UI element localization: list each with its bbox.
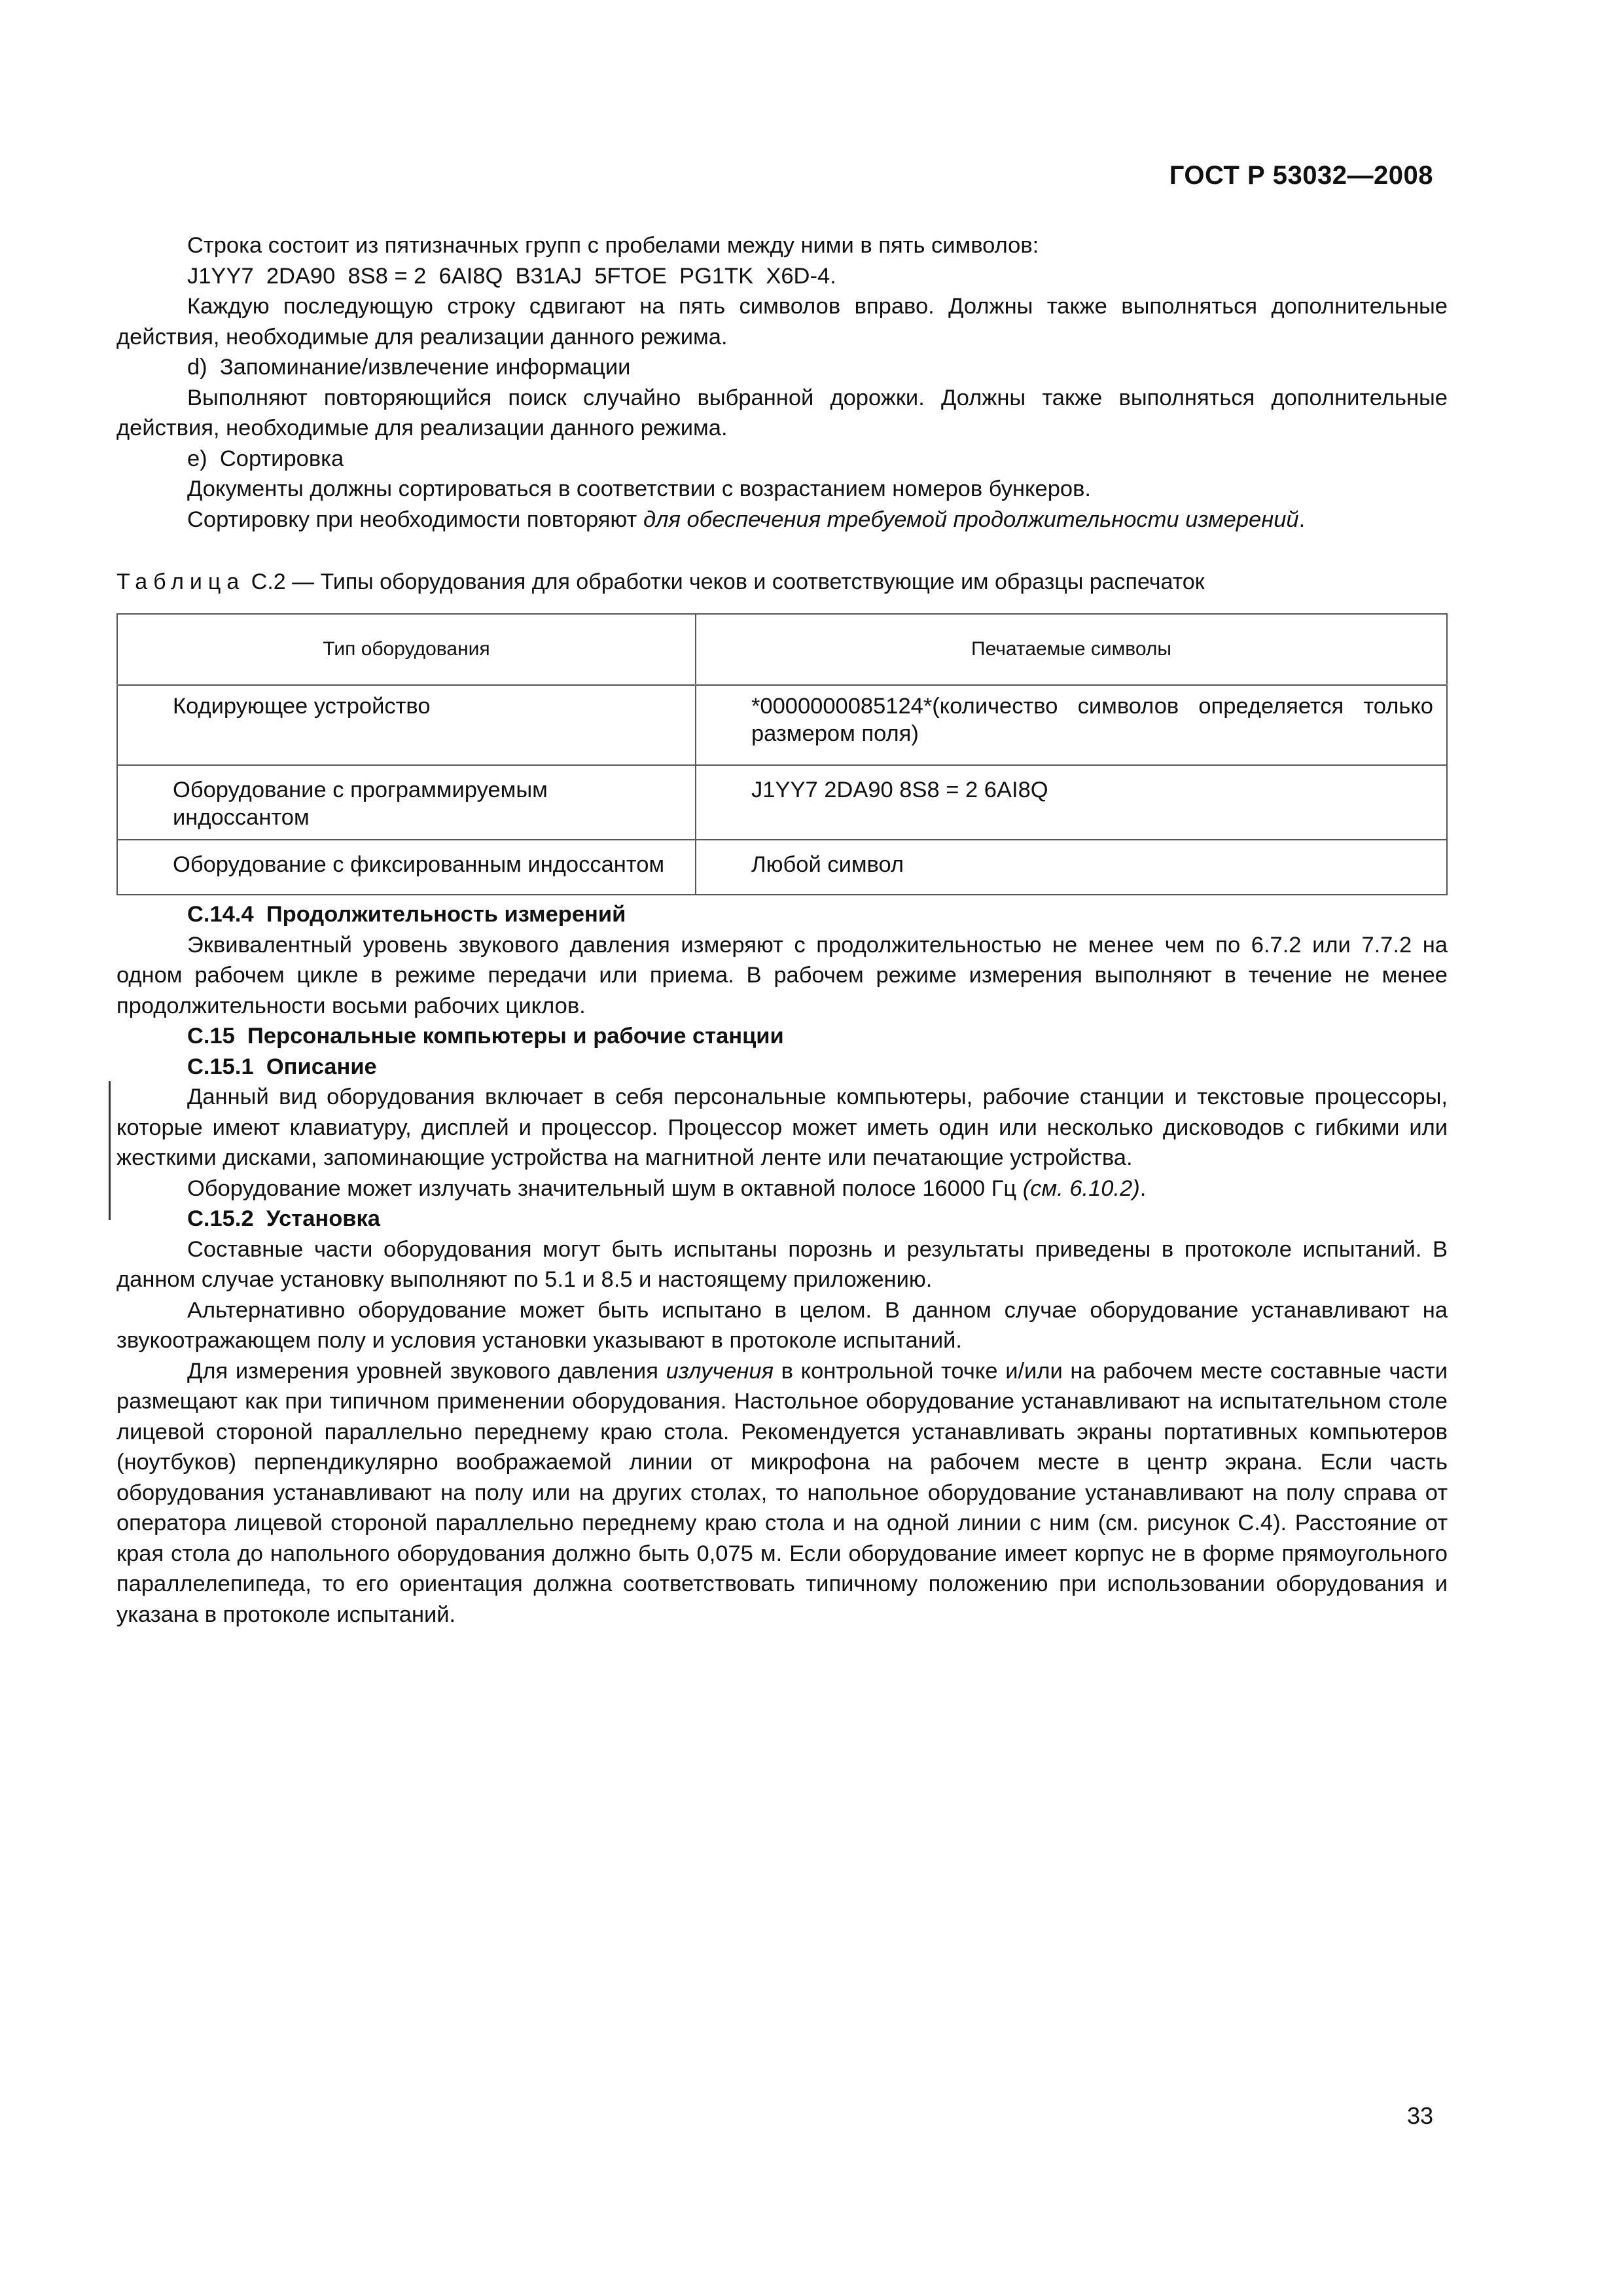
- section-heading: С.14.4 Продолжительность измерений: [187, 902, 626, 927]
- column-header: Тип оборудования: [117, 614, 696, 685]
- paragraph: [116, 505, 1448, 535]
- paragraph: Документы должны сортироваться в соответствии с возрастанием номеров бункеров.: [187, 476, 1091, 501]
- table-header-row: [117, 614, 1447, 685]
- list-item-e: e) Сортировка: [187, 446, 344, 471]
- table-caption: [116, 567, 1448, 597]
- change-bar: [109, 1081, 111, 1220]
- equipment-table: [116, 613, 1448, 895]
- section-heading: С.15.1 Описание: [187, 1054, 377, 1079]
- paragraph: Составные части оборудования могут быть испытаны порознь и результаты приведены в протоколе испытаний. В данном случае установку выполняют по 5.1 и 8.5 и настоящему приложению.: [116, 1236, 1448, 1292]
- table-cell: Оборудование с фиксированным индоссантом: [117, 840, 696, 895]
- section-heading: С.15.2 Установка: [187, 1206, 380, 1231]
- code-line: J1YY7 2DA90 8S8 = 2 6AI8Q B31AJ 5FTOE PG1TK X6D-4.: [187, 263, 836, 289]
- paragraph: [116, 1174, 1448, 1204]
- text-run: Оборудование может излучать значительный шум в октавной полосе 16000 Гц: [187, 1175, 1023, 1201]
- standard-header: ГОСТ Р 53032—2008: [1169, 161, 1433, 190]
- paragraph: Альтернативно оборудование может быть испытано в целом. В данном случае оборудование устанавливают на звукоотражающем полу и условия установки указывают в протоколе испытаний.: [116, 1297, 1448, 1353]
- table-cell: Любой символ: [696, 840, 1447, 895]
- caption-label: Таблица: [116, 569, 245, 594]
- caption-text: С.2 — Типы оборудования для обработки чеков и соответствующие им образцы распечаток: [245, 569, 1205, 594]
- text-run: .: [1298, 507, 1306, 532]
- italic-run: излучения: [666, 1358, 774, 1384]
- paragraph: [116, 1356, 1448, 1630]
- table-row: [117, 765, 1447, 840]
- paragraph: Каждую последующую строку сдвигают на пять символов вправо. Должны также выполняться дополнительные действия, необходимые для реализации данного режима.: [116, 294, 1448, 350]
- paragraph: Строка состоит из пятизначных групп с пробелами между ними в пять символов:: [187, 233, 1039, 258]
- text-run: Сортировку при необходимости повторяют: [187, 507, 643, 532]
- paragraph: Выполняют повторяющийся поиск случайно выбранной дорожки. Должны также выполняться дополнительные действия, необходимые для реализации данного режима.: [116, 385, 1448, 440]
- section-heading: С.15 Персональные компьютеры и рабочие станции: [187, 1024, 784, 1049]
- page-number: 33: [1406, 2102, 1433, 2129]
- table-cell: *0000000085124*(количество символов определяется только размером поля): [696, 685, 1447, 766]
- table-cell: Оборудование с программируемым индоссантом: [117, 765, 696, 840]
- text-run: .: [1139, 1175, 1147, 1201]
- top-text-block: [116, 230, 1448, 535]
- table-cell: J1YY7 2DA90 8S8 = 2 6AI8Q: [696, 765, 1447, 840]
- italic-run: для обеспечения требуемой продолжительности измерений: [643, 507, 1299, 532]
- paragraph: Данный вид оборудования включает в себя персональные компьютеры, рабочие станции и текстовые процессоры, которые имеют клавиатуру, дисплей и процессор. Процессор может иметь один или несколько дисководов с гибкими или жесткими дисками, запоминающие устройства на магнитной ленте или печатающие устройства.: [116, 1085, 1448, 1170]
- text-run: в контрольной точке и/или на рабочем месте составные части размещают как при типичном применении оборудования. Настольное оборудование устанавливают на испытательном столе лицевой стороной параллельно переднему краю стола. Рекомендуется устанавливать экраны портативных компьютеров (ноутбуков) перпендикулярно воображаемой линии от микрофона на рабочем месте в центр экрана. Если часть оборудования устанавливают на полу или на других столах, то напольное оборудование устанавливают на полу справа от оператора лицевой стороной параллельно переднему краю стола и на одной линии с ним (см. рисунок С.4). Расстояние от края стола до напольного оборудования должно быть 0,075 м. Если оборудование имеет корпус не в форме прямоугольного параллелепипеда, то его ориентация должна соответствовать типичному положению при использовании оборудования и указана в протоколе испытаний.: [116, 1358, 1448, 1627]
- text-run: Для измерения уровней звукового давления: [187, 1358, 666, 1384]
- main-text-block: [116, 899, 1448, 1630]
- italic-run: (см. 6.10.2): [1022, 1175, 1140, 1201]
- table-row: [117, 685, 1447, 766]
- table-row: [117, 840, 1447, 895]
- list-item-d: d) Запоминание/извлечение информации: [187, 355, 631, 380]
- table-cell: Кодирующее устройство: [117, 685, 696, 766]
- column-header: Печатаемые символы: [696, 614, 1447, 685]
- paragraph: Эквивалентный уровень звукового давления измеряют с продолжительностью не менее чем по 6.7.2 или 7.7.2 на одном рабочем цикле в режиме передачи или приема. В рабочем режиме измерения выполняют в течение не менее продолжительности восьми рабочих циклов.: [116, 932, 1448, 1018]
